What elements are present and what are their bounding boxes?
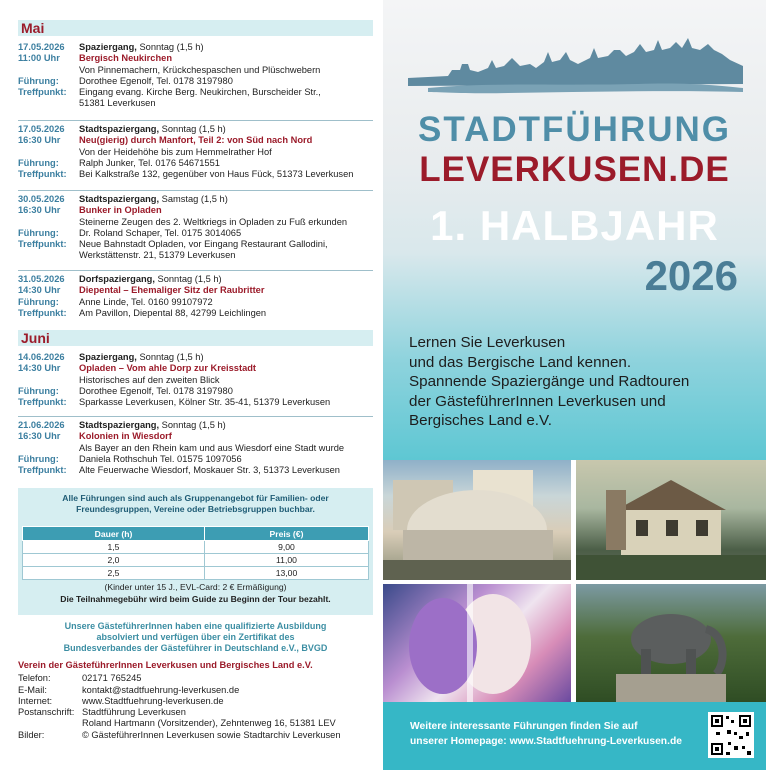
meeting-point-label: Treffpunkt:: [18, 87, 67, 98]
tour-day: Sonntag (1,5 h): [159, 420, 226, 430]
tour-time: 16:30 Uhr: [18, 135, 61, 146]
tour-description: Als Bayer an den Rhein kam und aus Wiesdorf eine Stadt wurde: [79, 442, 345, 453]
payment-note: Die Teilnahmegebühr wird beim Guide zu Beginn der Tour bezahlt.: [60, 594, 331, 604]
table-row: 2,5 13,00: [23, 567, 369, 580]
tour-date: 31.05.2026: [18, 274, 65, 284]
tour-title: Bergisch Neukirchen: [79, 53, 173, 64]
price-info-box: [18, 488, 373, 615]
tour-description: Historisches auf den zweiten Blick: [79, 374, 220, 385]
tour-type: Stadtspaziergang,: [79, 420, 160, 430]
year-heading: 2026: [644, 252, 738, 299]
meeting-point-label: Treffpunkt:: [18, 239, 67, 250]
photo-artwork-faces: [383, 584, 571, 702]
month-heading-mai: Mai: [18, 20, 373, 36]
tour-entry: [18, 42, 373, 110]
tour-date: 21.06.2026: [18, 420, 65, 430]
tour-entry: [18, 274, 373, 319]
tour-title: Neu(gierig) durch Manfort, Teil 2: von Süd nach Nord: [79, 135, 313, 146]
phone-number: 02171 765245: [82, 673, 142, 684]
tour-date: 17.05.2026: [18, 124, 65, 134]
meeting-point-label: Treffpunkt:: [18, 307, 67, 318]
tour-type: Stadtspaziergang,: [79, 124, 160, 134]
qr-code-icon[interactable]: [708, 712, 754, 758]
column-header-duration: Dauer (h): [23, 527, 205, 541]
guide-label: Führung:: [18, 75, 59, 86]
website-link[interactable]: www.Stadtfuehrung-leverkusen.de: [82, 695, 224, 706]
tour-title: Bunker in Opladen: [79, 205, 162, 216]
guide-label: Führung:: [18, 296, 59, 307]
guide-label: Führung:: [18, 453, 59, 464]
email-link[interactable]: kontakt@stadtfuehrung-leverkusen.de: [82, 684, 240, 695]
city-skyline-icon: [408, 30, 743, 100]
homepage-link[interactable]: unserer Homepage: www.Stadtfuehrung-Leverkusen.de: [410, 736, 682, 747]
tour-entry: [18, 124, 373, 180]
half-year-heading: 1. HALBJAHR: [430, 202, 719, 249]
guide-label: Führung:: [18, 157, 59, 168]
brand-title-line2: LEVERKUSEN.DE: [419, 150, 730, 189]
tour-type: Dorfspaziergang,: [79, 274, 155, 284]
price-table: [22, 526, 369, 580]
tour-meeting-point: Neue Bahnstadt Opladen, vor Eingang Restaurant Gallodini,: [79, 239, 328, 250]
tour-meeting-point: Sparkasse Leverkusen, Kölner Str. 35-41, 51379 Leverkusen: [79, 397, 331, 408]
tour-date: 30.05.2026: [18, 194, 65, 204]
meeting-point-label: Treffpunkt:: [18, 465, 67, 476]
tour-title: Diepental – Ehemaliger Sitz der Raubritter: [79, 285, 265, 296]
brand-title-line1: STADTFÜHRUNG: [417, 110, 732, 149]
tour-time: 16:30 Uhr: [18, 431, 61, 442]
tour-meeting-point: Alte Feuerwache Wiesdorf, Moskauer Str. 3, 51373 Leverkusen: [79, 465, 340, 476]
divider: [18, 416, 373, 417]
column-header-price: Preis (€): [204, 527, 368, 541]
tour-meeting-point: Eingang evang. Kirche Berg. Neukirchen, Burscheider Str.,: [79, 87, 321, 98]
right-panel: [383, 0, 766, 770]
tour-day: Sonntag (1,5 h): [136, 352, 204, 362]
tour-date: 14.06.2026: [18, 352, 65, 362]
footer-banner: [383, 702, 766, 770]
tour-guide: Ralph Junker, Tel. 0176 54671551: [79, 157, 220, 168]
tour-guide: Daniela Rothschuh Tel. 01575 1097056: [79, 453, 242, 464]
month-heading-juni: Juni: [18, 330, 373, 346]
tour-entry: [18, 352, 373, 408]
postal-address-line: Roland Hartmann (Vorsitzender), Zehntenweg 16, 51381 LEV: [82, 718, 336, 729]
tour-entry: [18, 194, 373, 262]
divider: [18, 190, 373, 191]
hero-area: [383, 0, 766, 460]
tour-title: Opladen – Vom ahle Dorp zur Kreisstadt: [79, 363, 257, 374]
tour-time: 11:00 Uhr: [18, 53, 60, 64]
tour-time: 14:30 Uhr: [18, 363, 61, 374]
tour-day: Sonntag (1,5 h): [154, 274, 222, 284]
divider: [18, 120, 373, 121]
postal-address: Stadtführung Leverkusen: [82, 707, 186, 718]
tour-guide: Dorothee Egenolf, Tel. 0178 3197980: [79, 75, 233, 86]
tour-description: Steinerne Zeugen des 2. Weltkriegs in Opladen zu Fuß erkunden: [79, 216, 348, 227]
discount-note: (Kinder unter 15 J., EVL-Card: 2 € Ermäßigung): [104, 582, 287, 592]
tour-type: Spaziergang,: [79, 352, 137, 362]
image-credits: © GästeführerInnen Leverkusen sowie Stadtarchiv Leverkusen: [82, 729, 341, 740]
group-offer-text: Alle Führungen sind auch als Gruppenangebot für Familien- oder Freundesgruppen, Vereine oder Betriebsgruppen buchbar.: [62, 493, 329, 514]
tour-meeting-point: Bei Kalkstraße 132, gegenüber von Haus Fück, 51373 Leverkusen: [79, 169, 354, 180]
table-row: 2,0 11,00: [23, 554, 369, 567]
tour-type: Stadtspaziergang,: [79, 194, 160, 204]
contact-block: Verein der GästeführerInnen Leverkusen und Bergisches Land e.V. Telefon: 02171 765245 E-Mail: kontakt@stadtfuehrung-leverkusen.de Internet: www.Stadtfuehrung-leverkusen.de Postanschrift: Stadtführung Leverkusen Roland Hartmann (Vorsitzender), Zehntenweg 16, 51381 LEV Bilder: © GästeführerInnen Leverkusen sowie Stadtarchiv Leverkusen: [18, 660, 373, 741]
tour-description: Von der Heidehöhe bis zum Hemmelrather Hof: [79, 146, 272, 157]
tour-guide: Dorothee Egenolf, Tel. 0178 3197980: [79, 385, 233, 396]
tour-date: 17.05.2026: [18, 42, 65, 52]
meeting-point-label: Treffpunkt:: [18, 397, 67, 408]
tour-type: Spaziergang,: [79, 42, 137, 52]
photo-elephant-statue: [576, 584, 766, 702]
photo-fountain: [383, 460, 571, 580]
tour-time: 14:30 Uhr: [18, 285, 61, 296]
tour-meeting-point: 51381 Leverkusen: [79, 98, 156, 109]
tour-guide: Anne Linde, Tel. 0160 99107972: [79, 296, 213, 307]
divider: [18, 270, 373, 271]
tour-day: Sonntag (1,5 h): [136, 42, 204, 52]
tour-day: Sonntag (1,5 h): [159, 124, 226, 134]
association-title: Verein der GästeführerInnen Leverkusen und Bergisches Land e.V.: [18, 660, 313, 670]
tour-description: Von Pinnemachern, Krückchespaschen und Plüschwebern: [79, 64, 321, 75]
guide-label: Führung:: [18, 227, 59, 238]
meeting-point-label: Treffpunkt:: [18, 169, 67, 180]
guide-label: Führung:: [18, 385, 59, 396]
table-row: 1,5 9,00: [23, 541, 369, 554]
photo-historic-villa: [576, 460, 766, 580]
tour-entry: [18, 420, 373, 476]
tour-guide: Dr. Roland Schaper, Tel. 0175 3014065: [79, 227, 242, 238]
tour-meeting-point: Werkstättenstr. 21, 51379 Leverkusen: [79, 250, 236, 261]
tour-meeting-point: Am Pavillon, Diepental 88, 42799 Leichlingen: [79, 307, 267, 318]
tour-title: Kolonien in Wiesdorf: [79, 431, 172, 442]
intro-text: Lernen Sie Leverkusen und das Bergische Land kennen. Spannende Spaziergänge und Radtouren der GästeführerInnen Leverkusen und Bergisches Land e.V.: [409, 334, 690, 429]
tour-time: 16:30 Uhr: [18, 205, 61, 216]
certification-text: Unsere GästeführerInnen haben eine qualifizierte Ausbildung absolviert und verfügen über ein Zertifikat des Bundesverbandes der Gästeführer in Deutschland e.V., BVGD: [63, 621, 328, 653]
footer-text: Weitere interessante Führungen finden Sie auf unserer Homepage: www.Stadtfuehrung-Leverkusen.de: [410, 721, 682, 747]
tour-day: Samstag (1,5 h): [159, 194, 228, 204]
